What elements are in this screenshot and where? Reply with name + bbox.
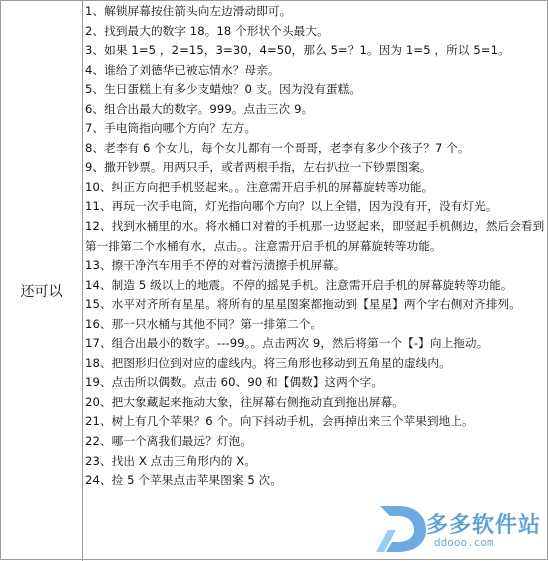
list-item: 23、找出 X 点击三角形内的 X。 <box>85 453 257 468</box>
answer-list <box>85 2 545 491</box>
list-item: 5、生日蛋糕上有多少支蜡烛？0 支。因为没有蛋糕。 <box>85 82 362 97</box>
list-item: 15、水平对齐所有星星。将所有的星星图案都拖动到【星星】两个字右侧对齐排列。 <box>85 297 521 312</box>
list-item: 11、再玩一次手电筒，灯光指向哪个方向？以上全错，因为没有开，没有灯光。 <box>85 199 498 214</box>
d-letter-logo-icon <box>372 500 430 556</box>
list-item: 4、谁给了刘德华已被忘情水？母亲。 <box>85 62 280 77</box>
watermark-title: 多多软件站 <box>426 513 542 538</box>
list-item: 19、点击所以偶数。点击 60、90 和【偶数】这两个字。 <box>85 375 383 390</box>
list-item: 6、组合出最大的数字。999。点击三次 9。 <box>85 101 314 116</box>
list-item: 20、把大象藏起来拖动大象，往屏幕右侧拖动直到拖出屏幕。 <box>85 394 404 409</box>
list-item: 18、把图形归位到对应的虚线内。将三角形也移动到五角星的虚线内。 <box>85 355 451 370</box>
list-item: 7、手电筒指向哪个方向？左方。 <box>85 121 257 136</box>
list-item: 14、制造 5 级以上的地震。不停的摇晃手机。注意需开启手机的屏幕旋转等功能。 <box>85 277 513 292</box>
site-watermark <box>372 500 542 556</box>
list-item: 24、捡 5 个苹果点击苹果图案 5 次。 <box>85 473 283 488</box>
watermark-subtitle: ddooo.com <box>434 536 494 549</box>
list-item: 21、树上有几个苹果？6 个。向下抖动手机，会再掉出来三个苹果到地上。 <box>85 414 474 429</box>
list-item: 22、哪一个离我们最远？灯泡。 <box>85 434 252 449</box>
list-item: 3、如果 1=5 ，2=15，3=30，4=50，那么 5=？1。因为 1=5 ，所以 5=1。 <box>85 43 510 58</box>
list-item: 9、撒开钞票。用两只手，或者两根手指，左右扒拉一下钞票图案。 <box>85 160 432 175</box>
list-item: 10、纠正方向把手机竖起来。。注意需开启手机的屏幕旋转等功能。 <box>85 179 434 194</box>
list-item: 1、解锁屏幕按住箭头向左边滑动即可。 <box>85 4 292 18</box>
list-item: 13、擦干净汽车用手不停的对着污渍擦手机屏幕。 <box>85 258 346 273</box>
list-item: 17、组合出最小的数字。---99。。点击两次 9，然后将第一个【-】向上拖动。 <box>85 336 489 351</box>
list-item: 16、那一只水桶与其他不同？第一排第二个。 <box>85 316 323 331</box>
list-item: 2、找到最大的数字 18。18 个形状个头最大。 <box>85 23 329 38</box>
list-item: 12、找到水桶里的水。将水桶口对着的手机那一边竖起来，即竖起手机侧边，然后会看到第一排第二个水桶有水，点击。。注意需开启手机的屏幕旋转等功能。 <box>85 219 545 253</box>
list-item: 8、老李有 6 个女儿，每个女儿都有一个哥哥，老李有多少个孩子？7 个。 <box>85 140 470 155</box>
category-label: 还可以 <box>20 284 63 300</box>
category-cell <box>1 1 83 561</box>
